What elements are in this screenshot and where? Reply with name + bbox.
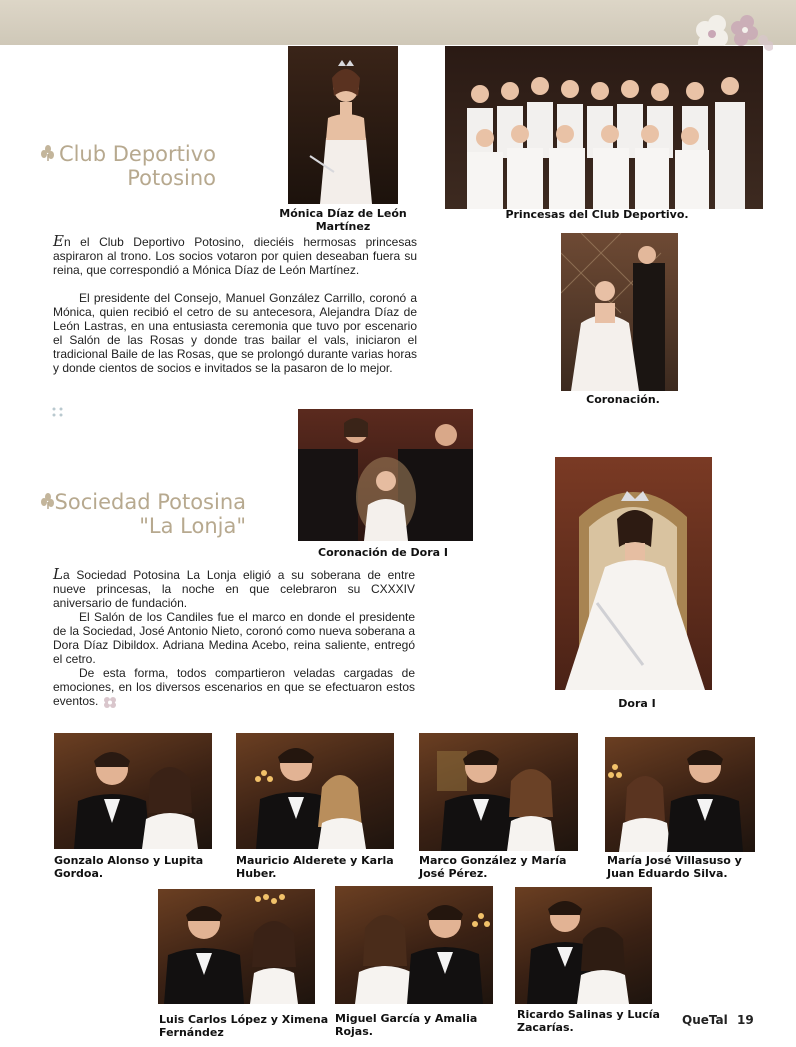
- section-title-club-deportivo: [40, 142, 216, 190]
- section-title-line1: Sociedad Potosina: [54, 490, 246, 514]
- section-title-line2: Potosino: [127, 166, 216, 190]
- caption-dora: Dora I: [618, 697, 656, 710]
- caption-princesas: Princesas del Club Deportivo.: [505, 208, 689, 221]
- section2-body: [53, 567, 415, 709]
- section-title-line1: Club Deportivo: [58, 142, 216, 166]
- top-band: [0, 0, 796, 45]
- photo-couple1: [54, 733, 212, 849]
- caption-monica: Mónica Díaz de León Martínez: [279, 207, 407, 233]
- caption-couple5: Luis Carlos López y Ximena Fernández: [159, 1013, 329, 1039]
- photo-coronacion-dora: [298, 409, 473, 541]
- section-title-line2: "La Lonja": [139, 514, 246, 538]
- caption-couple2: Mauricio Alderete y Karla Huber.: [236, 854, 394, 880]
- photo-couple7: [515, 887, 652, 1004]
- caption-couple1: Gonzalo Alonso y Lupita Gordoa.: [54, 854, 204, 880]
- photo-couple4: [605, 737, 755, 852]
- dots-decoration-icon: [51, 406, 65, 418]
- section-title-la-lonja: [40, 490, 246, 538]
- caption-coronacion: Coronación.: [586, 393, 660, 406]
- section2-paragraph3: De esta forma, todos compartieron veladas cargadas de emociones, en los diversos escenarios en que se efectuaron estos eventos.: [53, 666, 415, 708]
- section1-paragraph2: El presidente del Consejo, Manuel González Carrillo, coronó a Mónica, quien recibió el cetro de su antecesora, Alejandra Díaz de León Lastras, en una entusiasta ceremonia que tuvo por escenario el Salón de las Rosas y donde tras bailar el vals, iniciaron el tradicional Baile de las Rosas, que se prolongó durante varias horas y donde cientos de socios e invitados se la pasaron de lo mejor.: [53, 291, 417, 375]
- section2-dropcap: L: [53, 565, 63, 583]
- photo-princesas: [445, 46, 763, 209]
- caption-couple7: Ricardo Salinas y Lucía Zacarías.: [517, 1008, 660, 1034]
- photo-couple5: [158, 889, 315, 1004]
- section1-dropcap: E: [53, 232, 64, 250]
- photo-couple2: [236, 733, 394, 849]
- photo-couple3: [419, 733, 578, 851]
- caption-coronacion-dora: Coronación de Dora I: [318, 546, 448, 559]
- page-number: 19: [737, 1013, 754, 1027]
- photo-monica: [288, 46, 398, 204]
- caption-couple4: María José Villasuso y Juan Eduardo Silva.: [607, 854, 742, 880]
- photo-couple6: [335, 886, 493, 1004]
- section1-paragraph1: n el Club Deportivo Potosino, dieciéis hermosas princesas aspiraron al trono. Los socios votaron por quien deseaban fuera su reina, que correspondió a Mónica Díaz de León Martínez.: [53, 235, 417, 277]
- caption-couple3: Marco González y María José Pérez.: [419, 854, 567, 880]
- end-flower-icon: [102, 695, 118, 709]
- magazine-name: QueTal: [682, 1013, 728, 1027]
- photo-dora: [555, 457, 712, 690]
- caption-couple6: Miguel García y Amalia Rojas.: [335, 1012, 478, 1038]
- section1-body: [53, 234, 417, 375]
- section2-paragraph1: a Sociedad Potosina La Lonja eligió a su soberana de entre nueve princesas, la noche en que celebraron su CXXXIV aniversario de fundación.: [53, 568, 415, 610]
- section2-paragraph2: El Salón de los Candiles fue el marco en donde el presidente de la Sociedad, José Antonio Nieto, coronó como nueva soberana a Dora Díaz Dibildox. Adriana Medina Acebo, reina saliente, entregó el cetro.: [53, 610, 415, 666]
- photo-coronacion: [561, 233, 678, 391]
